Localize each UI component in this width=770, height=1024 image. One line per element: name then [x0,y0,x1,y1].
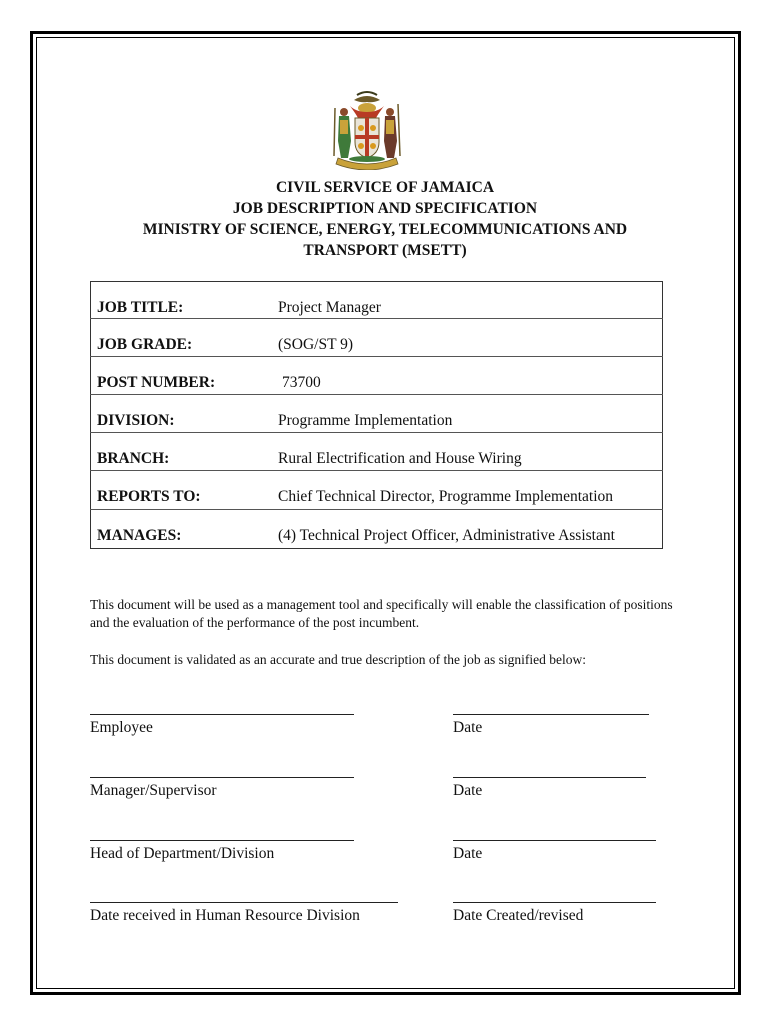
manager-date-label: Date [453,782,483,799]
hr-received-line [90,902,398,903]
head-of-department-label: Head of Department/Division [90,845,275,862]
manages-label: MANAGES: [91,510,279,549]
manager-date-line [453,777,646,778]
job-grade-value: (SOG/ST 9) [278,319,663,357]
validation-paragraph: This document is validated as an accurate and true description of the job as signified below: [90,652,586,667]
heading-line-1: CIVIL SERVICE OF JAMAICA [275,179,495,196]
table-row [91,395,663,433]
head-date-line [453,840,656,841]
manages-value: (4) Technical Project Officer, Administrative Assistant [278,510,663,549]
table-row [91,357,663,395]
heading-line-3: MINISTRY OF SCIENCE, ENERGY, TELECOMMUNICATIONS AND [142,221,628,238]
job-info-table [90,281,663,549]
table-row [91,282,663,319]
employee-label: Employee [90,719,153,736]
jamaica-coat-of-arms-icon [326,86,408,170]
table-row [91,319,663,357]
hr-received-label: Date received in Human Resource Division [90,907,360,924]
post-number-label: POST NUMBER: [91,357,279,395]
manager-signature-line [90,777,354,778]
manager-supervisor-label: Manager/Supervisor [90,782,217,799]
job-grade-label: JOB GRADE: [91,319,279,357]
employee-date-label: Date [453,719,483,736]
head-signature-line [90,840,354,841]
table-row [91,433,663,471]
branch-value: Rural Electrification and House Wiring [278,433,663,471]
heading-line-4: TRANSPORT (MSETT) [303,242,467,259]
table-row [91,510,663,549]
head-date-label: Date [453,845,483,862]
division-label: DIVISION: [91,395,279,433]
reports-to-value: Chief Technical Director, Programme Implementation [278,471,663,510]
date-created-label: Date Created/revised [453,907,584,924]
heading-line-2: JOB DESCRIPTION AND SPECIFICATION [232,200,538,217]
purpose-paragraph: This document will be used as a management tool and specifically will enable the classification of positions and the evaluation of the performance of the post incumbent. [90,597,673,630]
employee-signature-line [90,714,354,715]
job-title-value: Project Manager [278,282,663,319]
document-heading [60,177,710,261]
date-created-line [453,902,656,903]
division-value: Programme Implementation [278,395,663,433]
post-number-value: 73700 [278,357,663,395]
reports-to-label: REPORTS TO: [91,471,279,510]
employee-date-line [453,714,649,715]
branch-label: BRANCH: [91,433,279,471]
table-row [91,471,663,510]
job-title-label: JOB TITLE: [91,282,279,319]
